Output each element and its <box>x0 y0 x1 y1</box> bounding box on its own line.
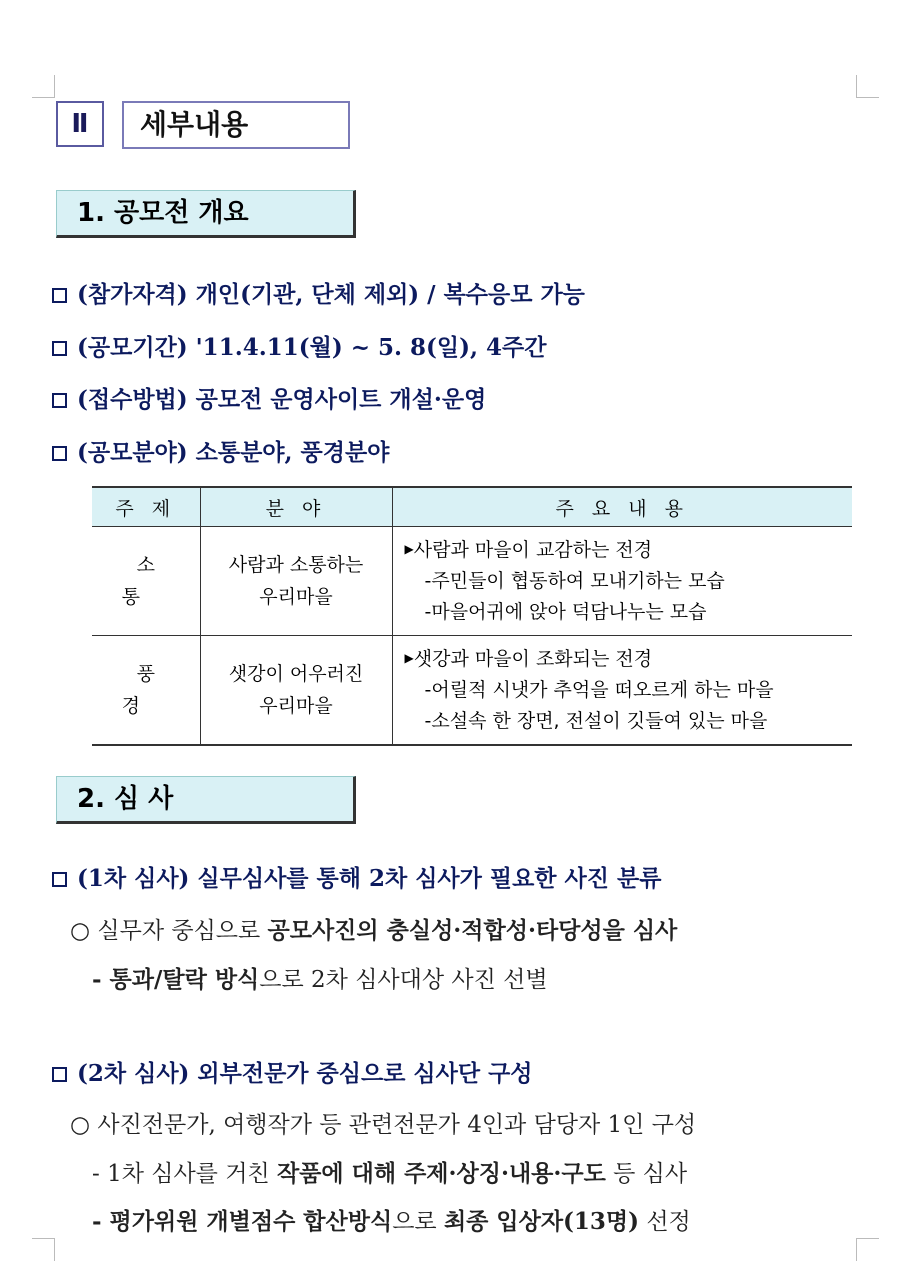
item-text: (1차 심사) 실무심사를 통해 2차 심사가 필요한 사진 분류 <box>77 865 662 892</box>
checkbox-bullet-icon <box>52 393 67 408</box>
sub-text-bold: 작품에 대해 주제·상징·내용·구도 <box>276 1160 606 1187</box>
review-second-sub2 <box>92 1203 691 1236</box>
page-corner-mark <box>856 75 879 98</box>
sub-text: 선정 <box>639 1209 691 1235</box>
chapter-title: 세부내용 <box>122 101 350 149</box>
sub-text-bold: - 통과/탈락 방식 <box>92 966 260 993</box>
item-text: (공모기간) '11.4.11(월) ~ 5. 8(일), 4주간 <box>77 334 547 361</box>
chapter-number-box: Ⅱ <box>56 101 104 147</box>
field-line: 우리마을 <box>259 586 333 608</box>
cell-content <box>392 527 852 636</box>
point-text: ○ 실무자 중심으로 <box>70 918 268 944</box>
item-text: (공모분야) 소통분야, 풍경분야 <box>77 439 390 466</box>
content-detail: -어릴적 시냇가 추억을 떠오르게 하는 마을 <box>424 679 774 701</box>
field-line: 우리마을 <box>259 695 333 717</box>
table-row <box>92 636 852 746</box>
point-text-bold: 공모사진의 충실성·적합성·타당성을 심사 <box>267 917 678 944</box>
checkbox-bullet-icon <box>52 872 67 887</box>
page-corner-mark <box>32 75 55 98</box>
checkbox-bullet-icon <box>52 446 67 461</box>
table-header-row <box>92 487 852 527</box>
table-row <box>92 527 852 636</box>
page-corner-mark <box>32 1238 55 1261</box>
item-text: (참가자격) 개인(기관, 단체 제외) / 복수응모 가능 <box>77 281 585 308</box>
sub-text: - 1차 심사를 거친 <box>92 1161 277 1187</box>
overview-item-period <box>52 329 546 362</box>
cell-content <box>392 636 852 746</box>
content-detail: -마을어귀에 앉아 덕담나누는 모습 <box>424 601 707 623</box>
sub-text-bold: - 평가위원 개별점수 합산방식 <box>92 1208 393 1235</box>
sub-text-bold: 최종 입상자(13명) <box>443 1208 640 1235</box>
content-main: 사람과 마을이 교감하는 전경 <box>413 539 653 561</box>
cell-field <box>200 527 392 636</box>
content-detail: -주민들이 협동하여 모내기하는 모습 <box>424 570 725 592</box>
checkbox-bullet-icon <box>52 1067 67 1082</box>
cell-field <box>200 636 392 746</box>
review-first-point <box>70 912 677 945</box>
overview-item-method <box>52 381 486 414</box>
page-corner-mark <box>856 1238 879 1261</box>
item-text: (2차 심사) 외부전문가 중심으로 심사단 구성 <box>77 1060 533 1087</box>
checkbox-bullet-icon <box>52 341 67 356</box>
review-item-first <box>52 860 661 893</box>
review-second-point: ○ 사진전문가, 여행작가 등 관련전문가 4인과 담당자 1인 구성 <box>70 1112 697 1138</box>
checkbox-bullet-icon <box>52 288 67 303</box>
overview-item-category <box>52 434 389 467</box>
cell-subject <box>92 636 200 746</box>
sub-text: 등 심사 <box>605 1161 688 1187</box>
triangle-bullet-icon: ▶ <box>404 542 414 556</box>
category-table <box>92 486 852 746</box>
column-header-field: 분 야 <box>200 487 392 527</box>
section-heading-review: 2. 심 사 <box>56 776 356 824</box>
subject-text: 소통 <box>121 554 185 608</box>
triangle-bullet-icon: ▶ <box>404 651 414 665</box>
column-header-subject: 주 제 <box>92 487 200 527</box>
review-item-second <box>52 1055 533 1088</box>
sub-text: 으로 2차 심사대상 사진 선별 <box>259 967 548 993</box>
review-second-sub1 <box>92 1155 687 1188</box>
review-first-sub <box>92 961 548 994</box>
column-header-content: 주 요 내 용 <box>392 487 852 527</box>
item-text: (접수방법) 공모전 운영사이트 개설·운영 <box>77 386 487 413</box>
section-heading-overview: 1. 공모전 개요 <box>56 190 356 238</box>
field-line: 샛강이 어우러진 <box>228 663 364 685</box>
cell-subject <box>92 527 200 636</box>
field-line: 사람과 소통하는 <box>228 554 364 576</box>
overview-item-eligibility <box>52 276 585 309</box>
subject-text: 풍경 <box>121 663 185 717</box>
content-detail: -소설속 한 장면, 전설이 깃들여 있는 마을 <box>424 710 768 732</box>
sub-text: 으로 <box>392 1209 444 1235</box>
content-main: 샛강과 마을이 조화되는 전경 <box>413 648 653 670</box>
